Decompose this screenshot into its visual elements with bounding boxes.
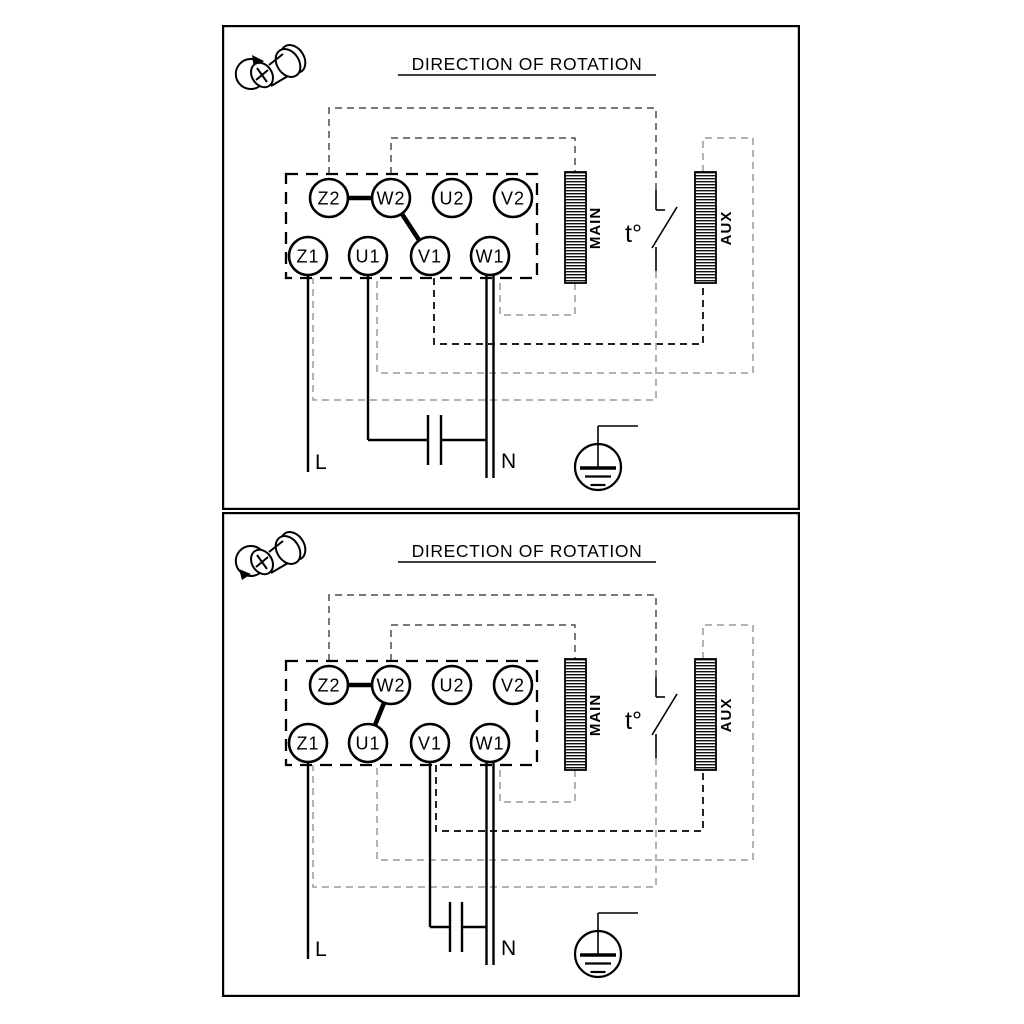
aux-winding-coil [695,172,716,283]
switch-blade [652,207,677,248]
terminal-z2-label: Z2 [317,675,341,696]
panel-title: DIRECTION OF ROTATION [411,54,643,74]
wire-aux-bottom [436,765,703,831]
capacitor [368,275,487,465]
main-winding [565,659,604,770]
aux-winding-label: AUX [718,210,735,246]
terminal-v1-label: V1 [417,733,443,754]
aux-winding [695,659,735,770]
neutral-label: N [501,450,517,473]
aux-winding-coil [695,659,716,770]
wire-main-top [391,138,575,174]
supply-wiring [308,275,516,478]
wire-main-bottom [500,278,575,315]
wire-thermal-bottom [313,271,656,400]
rotation-arrowhead [239,569,251,580]
terminal-v2-label: V2 [500,188,526,209]
terminal-v1-label: V1 [417,246,443,267]
line-label: L [315,451,327,474]
terminal-w2-label: W2 [376,188,406,209]
switch-blade [652,694,677,735]
aux-winding [695,172,735,283]
terminal-z1-label: Z1 [296,733,320,754]
main-winding [565,172,604,283]
wire-main-bottom [500,765,575,802]
main-winding-label: MAIN [587,693,604,737]
rotation-cw-icon [236,527,311,580]
line-label: L [315,938,327,961]
rotation-ccw-icon [236,40,311,91]
main-winding-coil [565,659,586,770]
wire-thermal-bottom [313,758,656,887]
link-w2-v1 [402,214,419,240]
terminal-u2-label: U2 [439,188,465,209]
terminal-w2-label: W2 [376,675,406,696]
terminal-u2-label: U2 [439,675,465,696]
capacitor [430,762,487,952]
thermal-switch [625,190,677,271]
earth-ground-icon [575,426,638,490]
terminals [289,666,532,762]
terminal-z2-label: Z2 [317,188,341,209]
terminal-u1-label: U1 [355,733,381,754]
main-winding-label: MAIN [587,206,604,250]
panel-title: DIRECTION OF ROTATION [411,541,643,561]
earth-ground-icon [575,913,638,977]
rotation-panel-1 [222,25,800,510]
thermal-switch-label: t° [625,220,642,248]
terminal-v2-label: V2 [500,675,526,696]
thermal-switch [625,677,677,758]
wire-thermal-top [329,595,656,677]
wire-aux-bottom [434,278,703,344]
main-winding-coil [565,172,586,283]
terminal-z1-label: Z1 [296,246,320,267]
aux-winding-label: AUX [718,697,735,733]
supply-wiring [308,762,516,965]
terminal-w1-label: W1 [475,733,505,754]
wire-thermal-top [329,108,656,190]
rotation-panel-2 [222,512,800,997]
terminal-u1-label: U1 [355,246,381,267]
thermal-switch-label: t° [625,707,642,735]
terminal-w1-label: W1 [475,246,505,267]
wire-main-top [391,625,575,661]
link-w2-u1 [375,703,384,725]
neutral-label: N [501,937,517,960]
